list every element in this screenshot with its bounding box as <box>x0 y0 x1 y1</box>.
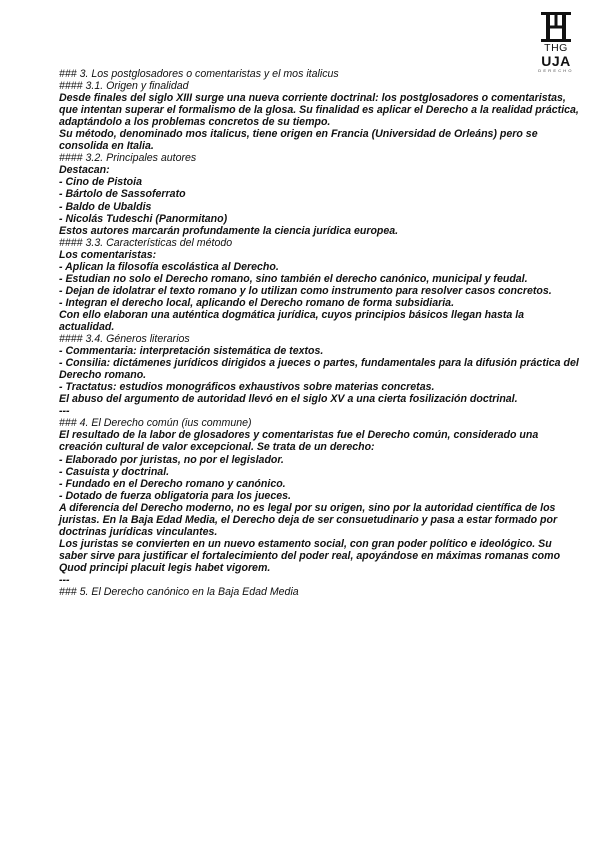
logo-mark-icon <box>541 12 571 42</box>
text-line: - Consilia: dictámenes jurídicos dirigidos a jueces o partes, fundamentales para la difusión práctica del Derecho romano. <box>59 357 579 382</box>
separator: --- <box>59 405 70 418</box>
text-line: Su método, denominado mos italicus, tiene origen en Francia (Universidad de Orleáns) pero se consolida en Italia. <box>59 128 538 153</box>
text-line: - Bártolo de Sassoferrato <box>59 188 186 201</box>
section-heading: #### 3.1. Origen y finalidad <box>59 80 189 93</box>
logo-text-sub: DERECHO <box>538 68 574 73</box>
text-line: - Elaborado por juristas, no por el legislador. <box>59 453 284 466</box>
logo-text-main: UJA <box>541 53 571 69</box>
section-heading: #### 3.4. Géneros literarios <box>59 333 190 346</box>
text-line: - Dejan de idolatrar el texto romano y lo utilizan como instrumento para resolver casos concretos. <box>59 284 552 297</box>
section-heading: #### 3.3. Características del método <box>59 236 233 249</box>
text-line: - Nicolás Tudeschi (Panormitano) <box>59 212 228 225</box>
thg-uja-logo <box>536 12 576 74</box>
text-line: - Commentaria: interpretación sistemática de textos. <box>59 345 324 358</box>
text-line: - Integran el derecho local, aplicando el Derecho romano de forma subsidiaria. <box>59 296 455 309</box>
text-line: Los juristas se convierten en un nuevo estamento social, con gran poder político e ideológico. Su saber sirve para justificar el fortalecimiento del poder real, apoyándose en máximas romanas como Quod principi placuit legis habet vigorem. <box>59 537 561 574</box>
text-line: Destacan: <box>59 164 110 177</box>
text-line: - Tractatus: estudios monográficos exhaustivos sobre materias concretas. <box>59 381 435 394</box>
section-heading: ### 5. El Derecho canónico en la Baja Edad Media <box>59 586 299 599</box>
text-line: - Dotado de fuerza obligatoria para los jueces. <box>59 489 291 502</box>
separator: --- <box>59 573 70 586</box>
text-line: A diferencia del Derecho moderno, no es legal por su origen, sino por la autoridad científica de los juristas. En la Baja Edad Media, el Derecho deja de ser consuetudinario y pasa a estar formado por doctrinas jurídicas vinculantes. <box>59 501 558 538</box>
text-line: - Casuista y doctrinal. <box>59 465 170 478</box>
text-line: Desde finales del siglo XIII surge una nueva corriente doctrinal: los postglosadores o comentaristas, que intentan superar el formalismo de la glosa. Su finalidad es aplicar el Derecho a la realidad práctica, adaptándolo a los problemas concretos de su tiempo. <box>59 92 579 129</box>
text-line: - Fundado en el Derecho romano y canónico. <box>59 477 286 490</box>
section-heading: ### 4. El Derecho común (ius commune) <box>59 417 252 430</box>
document-body <box>59 68 579 598</box>
text-line: Los comentaristas: <box>59 248 157 261</box>
section-heading: #### 3.2. Principales autores <box>59 152 197 165</box>
text-line: - Estudian no solo el Derecho romano, sino también el derecho canónico, municipal y feudal. <box>59 272 528 285</box>
text-line: El abuso del argumento de autoridad llevó en el siglo XV a una cierta fosilización doctrinal. <box>59 393 518 406</box>
text-line: - Baldo de Ubaldis <box>59 200 152 213</box>
text-line: Estos autores marcarán profundamente la ciencia jurídica europea. <box>59 224 399 237</box>
section-heading: ### 3. Los postglosadores o comentaristas y el mos italicus <box>59 68 339 80</box>
text-line: Con ello elaboran una auténtica dogmática jurídica, cuyos principios básicos llegan hasta la actualidad. <box>59 308 525 333</box>
logo-text-top: THG <box>544 42 568 54</box>
text-line: - Aplican la filosofía escolástica al Derecho. <box>59 260 279 273</box>
text-line: El resultado de la labor de glosadores y comentaristas fue el Derecho común, considerado una creación cultural de valor excepcional. Se trata de un derecho: <box>59 429 539 454</box>
text-line: - Cino de Pistoia <box>59 176 142 189</box>
